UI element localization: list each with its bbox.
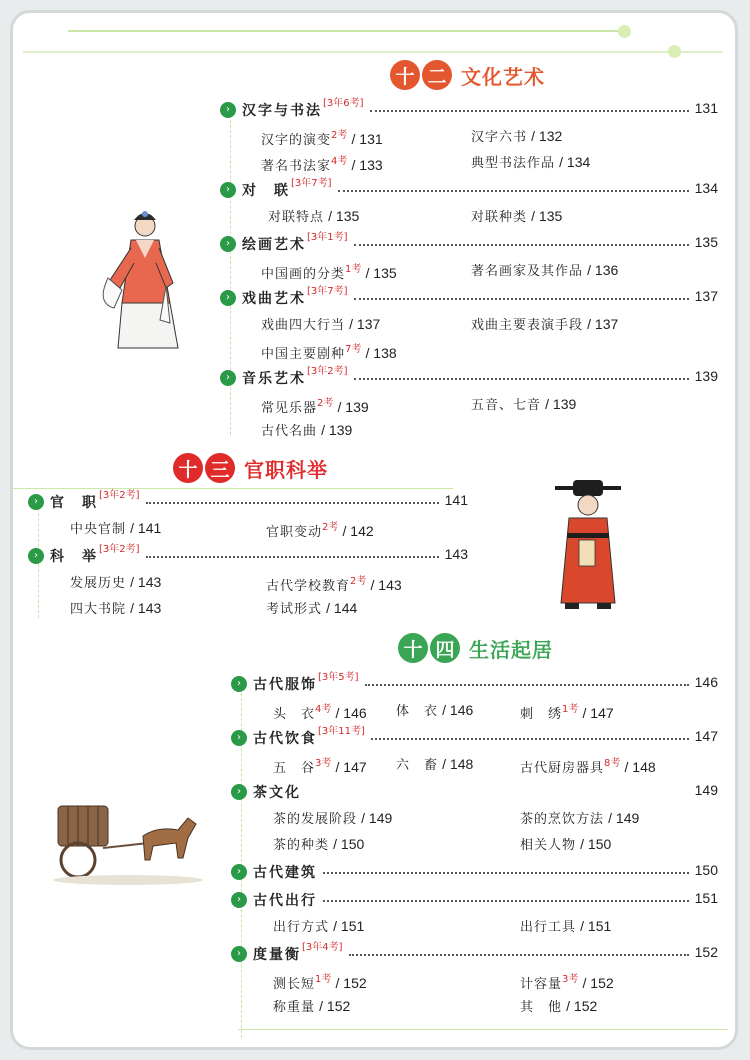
section-title: 古代服饰 (253, 677, 317, 693)
subitem-title: 中国主要剧种 (261, 347, 346, 362)
chevron-right-icon: › (28, 494, 44, 510)
subitem-title: 茶的种类 (273, 838, 330, 853)
subitem-page: / 152 (582, 975, 614, 991)
exam-count: 3考 (315, 758, 332, 769)
chapter-number-circle: 三 (205, 453, 235, 483)
toc-subitem[interactable] (70, 518, 161, 537)
section-title: 古代饮食 (253, 731, 317, 747)
toc-section-row[interactable] (231, 942, 718, 964)
subitem-page: / 152 (335, 975, 367, 991)
subitem-title: 古代名曲 (261, 424, 318, 439)
subitem-title: 其 他 (520, 1000, 563, 1015)
section-title: 官 职 (50, 495, 98, 511)
exam-count: 1考 (315, 974, 332, 985)
chevron-right-icon: › (220, 236, 236, 252)
toc-subitem[interactable] (273, 996, 350, 1015)
exam-count: 4考 (331, 156, 348, 167)
subitem-title: 古代学校教育 (266, 579, 351, 594)
subitem-page: / 143 (370, 577, 402, 593)
toc-subitem[interactable] (266, 572, 402, 594)
leader-dots (146, 544, 439, 558)
toc-section-row[interactable] (231, 672, 718, 694)
subitem-page: / 143 (130, 600, 162, 616)
section-title: 音乐艺术 (242, 371, 306, 387)
chevron-right-icon: › (220, 370, 236, 386)
page-number: 135 (694, 234, 718, 250)
toc-section-row[interactable] (28, 544, 468, 566)
leader-dots (354, 366, 689, 380)
section-title: 戏曲艺术 (242, 291, 306, 307)
chapter-number-circle: 十 (398, 633, 428, 663)
chevron-right-icon: › (28, 548, 44, 564)
chapter-title: 生活起居 (469, 637, 553, 662)
subitem-page: / 138 (365, 345, 397, 361)
page-number: 139 (694, 368, 718, 384)
toc-subitem[interactable] (471, 394, 576, 413)
leader-dots (146, 490, 439, 504)
subitem-title: 汉字六书 (471, 130, 528, 145)
exam-count: 3考 (562, 974, 579, 985)
exam-frequency-badge: [3年4考] (302, 942, 343, 953)
exam-frequency-badge: [3年5考] (318, 672, 359, 683)
toc-subitem[interactable] (520, 808, 639, 827)
subitem-page: / 148 (442, 756, 474, 772)
official-illustration (553, 478, 623, 613)
toc-section-row[interactable] (231, 888, 718, 910)
toc-subitem[interactable] (520, 700, 614, 722)
subitem-title: 称重量 (273, 1000, 316, 1015)
toc-subitem[interactable] (273, 916, 364, 935)
page-number: 149 (694, 782, 718, 798)
chapter-number-circle: 四 (430, 633, 460, 663)
toc-subitem[interactable] (268, 206, 359, 225)
toc-section-row[interactable] (220, 98, 718, 120)
toc-subitem[interactable] (266, 598, 357, 617)
page-number: 141 (444, 492, 468, 508)
toc-subitem[interactable] (273, 754, 367, 776)
subitem-title: 常见乐器 (261, 401, 318, 416)
toc-subitem[interactable] (261, 420, 352, 439)
toc-subitem[interactable] (261, 340, 397, 362)
subitem-page: / 146 (442, 702, 474, 718)
subitem-page: / 135 (365, 265, 397, 281)
exam-frequency-badge: [3年7考] (291, 178, 332, 189)
page-number: 151 (694, 890, 718, 906)
subitem-title: 出行工具 (520, 920, 577, 935)
subitem-page: / 146 (335, 705, 367, 721)
subitem-title: 古代厨房器具 (520, 761, 605, 776)
opera-performer-illustration (98, 208, 188, 353)
subitem-page: / 139 (337, 399, 369, 415)
exam-count: 1考 (345, 264, 362, 275)
subitem-title: 发展历史 (70, 576, 127, 591)
leader-dots (323, 888, 689, 902)
exam-count: 2考 (317, 398, 334, 409)
toc-subitem[interactable] (520, 996, 597, 1015)
toc-section-row[interactable] (231, 860, 718, 882)
toc-subitem[interactable] (70, 572, 161, 591)
toc-subitem[interactable] (261, 126, 383, 148)
toc-subitem[interactable] (273, 700, 367, 722)
chevron-right-icon: › (220, 102, 236, 118)
section-title: 对 联 (242, 183, 290, 199)
second-deco-dot (668, 45, 681, 58)
chapter-number-circle: 十 (173, 453, 203, 483)
chapter-13-heading[interactable] (173, 453, 328, 483)
exam-frequency-badge: [3年7考] (307, 286, 348, 297)
subitem-page: / 136 (587, 262, 619, 278)
subitem-title: 典型书法作品 (471, 156, 556, 171)
subitem-title: 五音、七音 (471, 398, 542, 413)
subitem-page: / 149 (361, 810, 393, 826)
chevron-right-icon: › (231, 946, 247, 962)
exam-count: 2考 (322, 522, 339, 533)
toc-subitem[interactable] (70, 598, 161, 617)
subitem-page: / 149 (608, 810, 640, 826)
subitem-page: / 139 (545, 396, 577, 412)
subitem-page: / 137 (349, 316, 381, 332)
subitem-title: 刺 绣 (520, 707, 563, 722)
exam-frequency-badge: [3年2考] (99, 490, 140, 501)
toc-subitem[interactable] (520, 970, 614, 992)
subitem-title: 相关人物 (520, 838, 577, 853)
subitem-title: 中国画的分类 (261, 267, 346, 282)
toc-subitem[interactable] (396, 700, 473, 719)
horse-cart-illustration (48, 788, 208, 888)
page-number: 131 (694, 100, 718, 116)
toc-section-row[interactable] (220, 286, 718, 308)
leader-dots (371, 726, 689, 740)
subitem-title: 计容量 (520, 977, 563, 992)
subitem-page: / 133 (351, 157, 383, 173)
chapter-12-heading[interactable] (390, 60, 545, 90)
page-number: 152 (694, 944, 718, 960)
chevron-right-icon: › (231, 784, 247, 800)
toc-subitem[interactable] (520, 754, 656, 776)
leader-dots (354, 286, 689, 300)
toc-subitem[interactable] (273, 834, 364, 853)
toc-section-row[interactable] (220, 366, 718, 388)
subitem-title: 中央官制 (70, 522, 127, 537)
toc-subitem[interactable] (261, 260, 397, 282)
leader-dots (323, 860, 689, 874)
page-number: 146 (694, 674, 718, 690)
toc-subitem[interactable] (520, 834, 611, 853)
subitem-page: / 139 (321, 422, 353, 438)
second-deco-line (23, 51, 723, 53)
toc-subitem[interactable] (273, 970, 367, 992)
page-number: 134 (694, 180, 718, 196)
subitem-title: 四大书院 (70, 602, 127, 617)
leader-dots (354, 232, 689, 246)
toc-subitem[interactable] (273, 808, 392, 827)
toc-subitem[interactable] (471, 152, 590, 171)
subitem-page: / 137 (587, 316, 619, 332)
top-deco-line (68, 30, 628, 32)
subitem-title: 对联特点 (268, 210, 325, 225)
subitem-title: 汉字的演变 (261, 133, 332, 148)
toc-section-row[interactable] (231, 726, 718, 748)
chapter-number-circle: 二 (422, 60, 452, 90)
section-title: 茶文化 (253, 785, 301, 801)
toc-subitem[interactable] (261, 152, 383, 174)
leader-dots (349, 942, 689, 956)
chapter-number-circle: 十 (390, 60, 420, 90)
subitem-page: / 132 (531, 128, 563, 144)
section-title: 古代出行 (253, 893, 317, 909)
toc-section-row[interactable] (220, 178, 718, 200)
subitem-page: / 150 (333, 836, 365, 852)
toc-subitem[interactable] (471, 314, 618, 333)
subitem-page: / 135 (531, 208, 563, 224)
subitem-title: 戏曲四大行当 (261, 318, 346, 333)
section-title: 汉字与书法 (242, 103, 322, 119)
subitem-page: / 151 (580, 918, 612, 934)
subitem-title: 出行方式 (273, 920, 330, 935)
toc-subitem[interactable] (396, 754, 473, 773)
chapter-title: 官职科举 (244, 457, 328, 482)
subitem-title: 官职变动 (266, 525, 323, 540)
subitem-title: 著名画家及其作品 (471, 264, 584, 279)
subitem-page: / 144 (326, 600, 358, 616)
chevron-right-icon: › (231, 676, 247, 692)
section-title: 古代建筑 (253, 865, 317, 881)
subitem-page: / 152 (319, 998, 351, 1014)
chevron-right-icon: › (220, 182, 236, 198)
subitem-page: / 143 (130, 574, 162, 590)
chapter-title: 文化艺术 (461, 64, 545, 89)
subitem-title: 对联种类 (471, 210, 528, 225)
chevron-right-icon: › (220, 290, 236, 306)
subitem-page: / 141 (130, 520, 162, 536)
page-number: 137 (694, 288, 718, 304)
chevron-right-icon: › (231, 864, 247, 880)
subitem-page: / 142 (342, 523, 374, 539)
leader-dots (338, 178, 689, 192)
exam-count: 4考 (315, 704, 332, 715)
chevron-right-icon: › (231, 892, 247, 908)
top-deco-dot (618, 25, 631, 38)
toc-subitem[interactable] (266, 518, 374, 540)
toc-subitem[interactable] (471, 126, 562, 145)
toc-page (10, 10, 738, 1050)
toc-section-row[interactable] (28, 490, 468, 512)
toc-subitem[interactable] (471, 260, 618, 279)
toc-subitem[interactable] (471, 206, 562, 225)
subitem-title: 戏曲主要表演手段 (471, 318, 584, 333)
subitem-title: 考试形式 (266, 602, 323, 617)
subitem-page: / 134 (559, 154, 591, 170)
exam-count: 7考 (345, 344, 362, 355)
subitem-page: / 131 (351, 131, 383, 147)
subitem-title: 六 畜 (396, 758, 439, 773)
subitem-title: 五 谷 (273, 761, 316, 776)
subitem-page: / 147 (335, 759, 367, 775)
exam-frequency-badge: [3年2考] (307, 366, 348, 377)
exam-frequency-badge: [3年6考] (323, 98, 364, 109)
subitem-page: / 147 (582, 705, 614, 721)
subitem-page: / 152 (566, 998, 598, 1014)
exam-count: 1考 (562, 704, 579, 715)
toc-subitem[interactable] (520, 916, 611, 935)
section-title: 科 举 (50, 549, 98, 565)
subitem-page: / 151 (333, 918, 365, 934)
subitem-page: / 150 (580, 836, 612, 852)
toc-section-row[interactable] (220, 232, 718, 254)
subitem-title: 体 衣 (396, 704, 439, 719)
exam-count: 2考 (350, 576, 367, 587)
toc-subitem[interactable] (261, 394, 369, 416)
leader-dots (370, 98, 689, 112)
chevron-right-icon: › (231, 730, 247, 746)
chapter-14-heading[interactable] (398, 633, 553, 663)
toc-subitem[interactable] (261, 314, 380, 333)
subitem-page: / 135 (328, 208, 360, 224)
page-number: 150 (694, 862, 718, 878)
exam-count: 8考 (604, 758, 621, 769)
leader-dots (365, 672, 689, 686)
subitem-title: 著名书法家 (261, 159, 332, 174)
exam-frequency-badge: [3年2考] (99, 544, 140, 555)
subitem-page: / 148 (624, 759, 656, 775)
exam-frequency-badge: [3年11考] (318, 726, 365, 737)
page-number: 143 (444, 546, 468, 562)
subitem-title: 测长短 (273, 977, 316, 992)
section-title: 度量衡 (253, 947, 301, 963)
page-number: 147 (694, 728, 718, 744)
toc-section-row[interactable] (231, 780, 718, 802)
chapter-divider-line (238, 1029, 728, 1031)
section-title: 绘画艺术 (242, 237, 306, 253)
subitem-title: 茶的发展阶段 (273, 812, 358, 827)
subitem-title: 茶的烹饮方法 (520, 812, 605, 827)
exam-frequency-badge: [3年1考] (307, 232, 348, 243)
exam-count: 2考 (331, 130, 348, 141)
subitem-title: 头 衣 (273, 707, 316, 722)
